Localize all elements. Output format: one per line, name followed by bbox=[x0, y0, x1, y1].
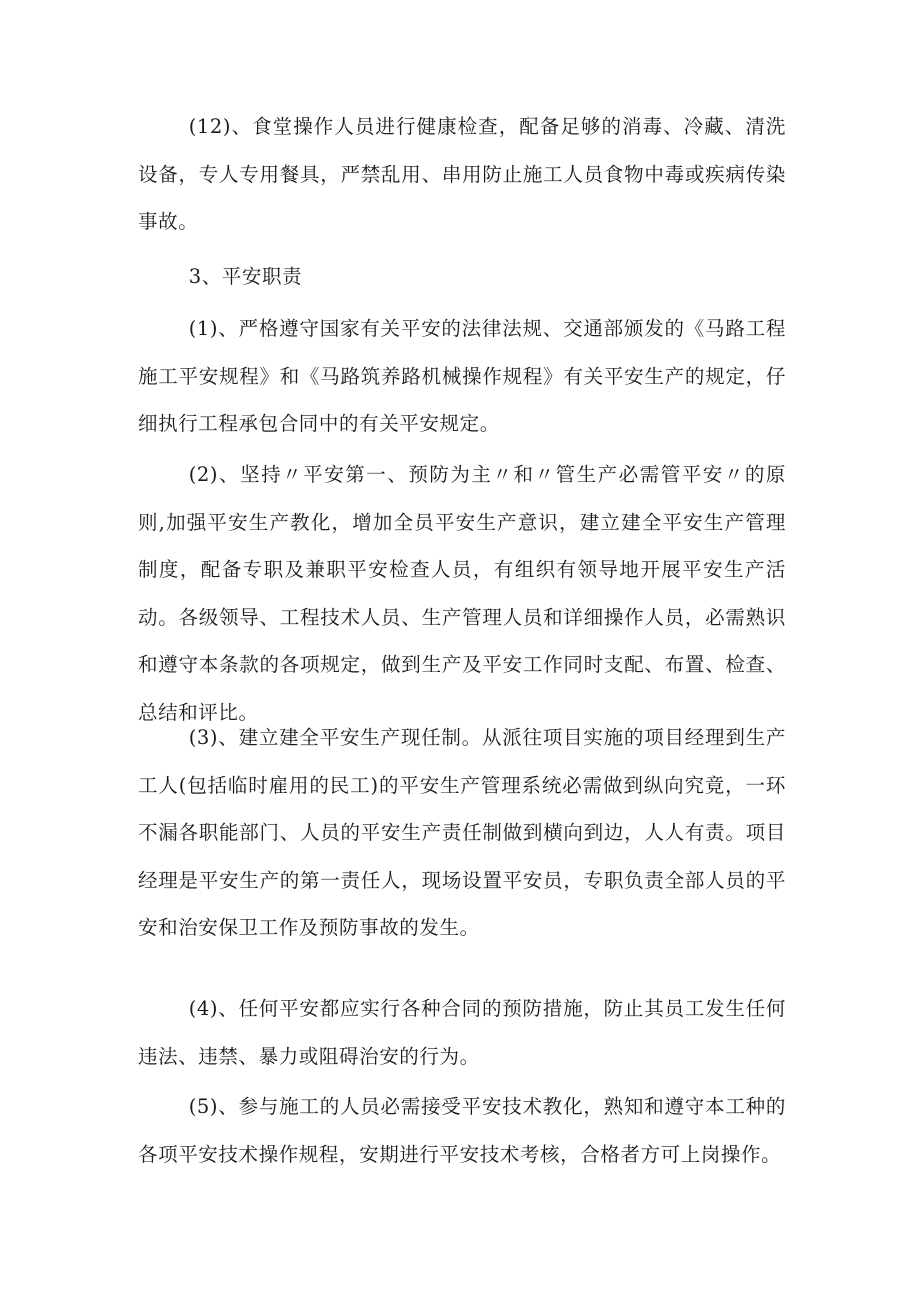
paragraph-duty-3: (3)、建立建全平安生产现任制。从派往项目实施的项目经理到生产工人(包括临时雇用的民工)的平安生产管理系统必需做到纵向究竟，一环不漏各职能部门、人员的平安生产责任制做到横向到边，人人有责。项目经理是平安生产的第一责任人，现场设置平安员，专职负责全部人员的平安和治安保卫工作及预防事故的发生。 bbox=[138, 726, 786, 939]
paragraph-duty-5: (5)、参与施工的人员必需接受平安技术教化，熟知和遵守本工种的各项平安技术操作规程，安期进行平安技术考核，合格者方可上岗操作。 bbox=[138, 1095, 786, 1166]
section-heading-safety-duties: 3、平安职责 bbox=[188, 265, 303, 288]
paragraph-canteen-health: (12)、食堂操作人员进行健康检查，配备足够的消毒、冷藏、清洗设备，专人专用餐具，严禁乱用、串用防止施工人员食物中毒或疾病传染事故。 bbox=[138, 115, 786, 233]
paragraph-duty-2: (2)、坚持〃平安第一、预防为主〃和〃管生产必需管平安〃的原则,加强平安生产教化，增加全员平安生产意识，建立建全平安生产管理制度，配备专职及兼职平安检查人员，有组织有领导地开展平安生产活动。各级领导、工程技术人员、生产管理人员和详细操作人员，必需熟识和遵守本条款的各项规定，做到生产及平安工作同时支配、布置、检查、总结和评比。 bbox=[138, 463, 786, 724]
paragraph-duty-1: (1)、严格遵守国家有关平安的法律法规、交通部颁发的《马路工程施工平安规程》和《马路筑养路机械操作规程》有关平安生产的规定，仔细执行工程承包合同中的有关平安规定。 bbox=[138, 317, 786, 435]
paragraph-duty-4: (4)、任何平安都应实行各种合同的预防措施，防止其员工发生任何违法、违禁、暴力或阻碍治安的行为。 bbox=[138, 997, 786, 1068]
